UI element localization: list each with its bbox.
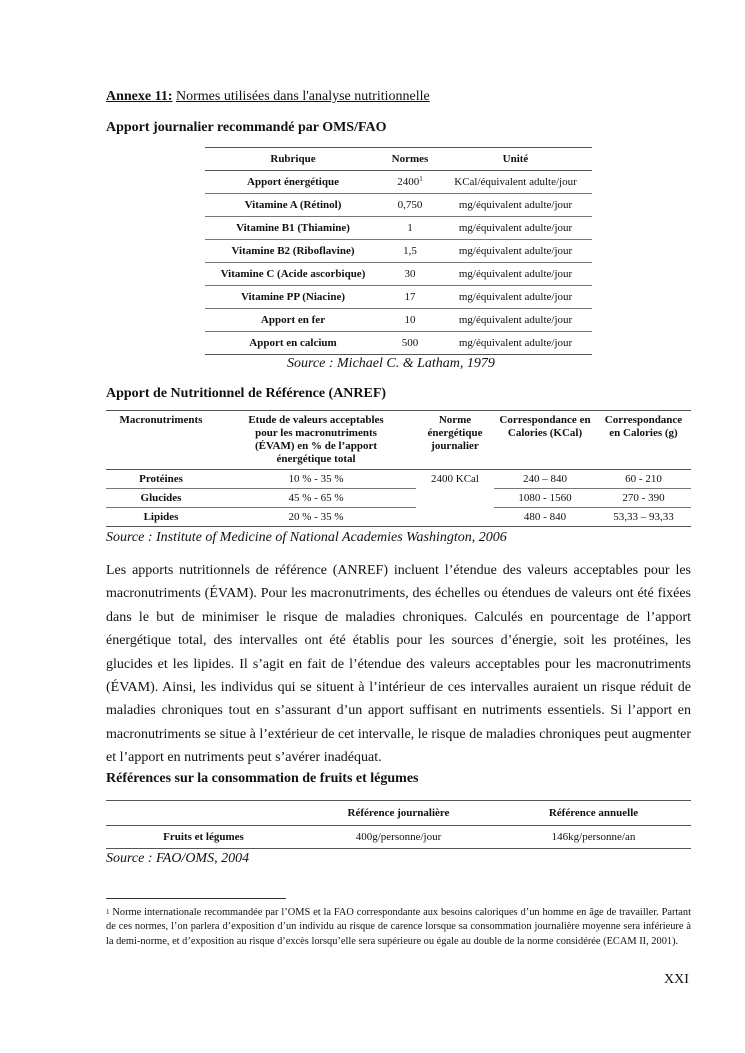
source-fao-oms: Source : FAO/OMS, 2004: [106, 851, 250, 866]
footnote-marker: 1: [419, 175, 423, 183]
rubrique-cell: Vitamine B2 (Riboflavine): [205, 240, 381, 263]
norme-cell: 17: [381, 286, 439, 309]
unite-cell: mg/équivalent adulte/jour: [439, 240, 592, 263]
table-row: [205, 332, 592, 355]
table-row: [106, 470, 691, 489]
unite-cell: mg/équivalent adulte/jour: [439, 217, 592, 240]
table-row: [205, 171, 592, 194]
unite-cell: mg/équivalent adulte/jour: [439, 194, 592, 217]
norme-value: 2400: [397, 176, 420, 188]
evam-cell: 10 % - 35 %: [288, 473, 344, 485]
macro-cell: Lipides: [106, 508, 216, 527]
daily-reference-cell: 400g/personne/jour: [355, 831, 442, 843]
rubrique-cell: Vitamine A (Rétinol): [205, 194, 381, 217]
norme-cell: 2400 KCal: [431, 473, 479, 485]
rubrique-cell: Vitamine C (Acide ascorbique): [205, 263, 381, 286]
kcal-cell: 480 - 840: [494, 508, 596, 527]
table-row: [106, 508, 691, 527]
page-number: XXI: [664, 972, 689, 987]
macro-cell: Protéines: [139, 473, 183, 485]
table-row: [205, 194, 592, 217]
table-header-row: [205, 148, 592, 171]
column-header: Unité: [439, 148, 592, 171]
annual-reference-cell: 146kg/personne/an: [551, 831, 636, 843]
body-paragraph: Les apports nutritionnels de référence (ANREF) incluent l’étendue des valeurs acceptables pour les macronutriments (ÉVAM). Pour les macronutriments, des échelles ou étendues de valeurs ont été fixées dans le but de minimiser le risque de maladies chroniques. Calculés en pourcentage de l’apport énergétique total, des intervalles ont été établis pour les sources d’énergie, soit les protéines, les glucides et les lipides. Il s’agit en fait de l’étendue des valeurs acceptables pour les macronutriments (ÉVAM). Ainsi, les individus qui se situent à l’intérieur de ces intervalles auraient un risque réduit de maladies chroniques tout en s’assurant d’un apport suffisant en nutriments essentiels. Si l’apport en macronutriments se situe à l’extérieur de cet intervalle, le risque de maladies chroniques peut augmenter et l’apport en nutriments peut s’avérer inadéquat.: [106, 563, 691, 766]
column-header: Etude de valeurs acceptables pour les macronutriments (ÉVAM) en % de l’apport énergétique total: [216, 411, 416, 470]
grams-cell: 270 - 390: [596, 489, 691, 508]
rubrique-cell: Apport énergétique: [247, 176, 339, 188]
column-header: Correspondance en Calories (KCal): [494, 411, 596, 470]
column-header: Référence journalière: [301, 801, 496, 826]
column-header: [106, 801, 301, 826]
annexe-label: Annexe 11:: [106, 89, 173, 104]
norme-cell: 30: [381, 263, 439, 286]
norme-cell: 1: [381, 217, 439, 240]
unite-cell: mg/équivalent adulte/jour: [439, 309, 592, 332]
column-header: Normes: [381, 148, 439, 171]
kcal-cell: 1080 - 1560: [494, 489, 596, 508]
source-oms-fao: Source : Michael C. & Latham, 1979: [287, 356, 495, 371]
norme-cell: 500: [381, 332, 439, 355]
rubrique-cell: Vitamine B1 (Thiamine): [205, 217, 381, 240]
footnote-divider: [106, 898, 286, 899]
norme-cell: 0,750: [381, 194, 439, 217]
unite-cell: mg/équivalent adulte/jour: [439, 332, 592, 355]
row-label: Fruits et légumes: [163, 831, 244, 843]
unite-cell: KCal/équivalent adulte/jour: [454, 176, 577, 188]
footnote-text: Norme internationale recommandée par l’OMS et la FAO correspondante aux besoins caloriques d’un homme en âge de travailler. Partant de ces normes, l’on parlera d’exposition d’un individu au risque de carence lorsque sa consommation journalière moyenne sera inférieure à la demi-norme, et d’exposition au risque d’excès lorsqu’elle sera supérieure ou égale au double de la norme considérée (ECAM II, 2001).: [106, 907, 691, 947]
anref-table: [106, 410, 691, 527]
norme-cell: 10: [381, 309, 439, 332]
column-header: Référence annuelle: [496, 801, 691, 826]
annexe-title: [106, 89, 430, 105]
table-row: [106, 826, 691, 849]
kcal-cell: 240 – 840: [523, 473, 567, 485]
table-row: [205, 263, 592, 286]
norme-cell: [381, 171, 439, 194]
source-anref: Source : Institute of Medicine of National Academies Washington, 2006: [106, 530, 507, 545]
macro-cell: Glucides: [106, 489, 216, 508]
section1-heading: Apport journalier recommandé par OMS/FAO: [106, 120, 387, 135]
table-row: [106, 489, 691, 508]
footnote: [106, 906, 691, 949]
table-header-row: [106, 801, 691, 826]
table-row: [205, 286, 592, 309]
section2-heading: Apport de Nutritionnel de Référence (ANREF): [106, 386, 387, 401]
rubrique-cell: Apport en calcium: [205, 332, 381, 355]
table-row: [205, 309, 592, 332]
section3-heading: Références sur la consommation de fruits et légumes: [106, 771, 419, 786]
grams-cell: 53,33 – 93,33: [596, 508, 691, 527]
column-header: Correspondance en Calories (g): [596, 411, 691, 470]
table-row: [205, 217, 592, 240]
norme-cell: 1,5: [381, 240, 439, 263]
unite-cell: mg/équivalent adulte/jour: [439, 263, 592, 286]
fruits-legumes-table: [106, 800, 691, 849]
unite-cell: mg/équivalent adulte/jour: [439, 286, 592, 309]
column-header: Rubrique: [205, 148, 381, 171]
table-header-row: [106, 411, 691, 470]
table-row: [205, 240, 592, 263]
rubrique-cell: Vitamine PP (Niacine): [205, 286, 381, 309]
annexe-title-text: Normes utilisées dans l'analyse nutritionnelle: [176, 89, 430, 104]
footnote-number: 1: [106, 908, 110, 916]
oms-fao-table: [205, 147, 592, 355]
column-header: Norme énergétique journalier: [416, 411, 494, 470]
column-header: Macronutriments: [106, 411, 216, 470]
rubrique-cell: Apport en fer: [205, 309, 381, 332]
evam-cell: 45 % - 65 %: [216, 489, 416, 508]
evam-cell: 20 % - 35 %: [216, 508, 416, 527]
grams-cell: 60 - 210: [625, 473, 662, 485]
